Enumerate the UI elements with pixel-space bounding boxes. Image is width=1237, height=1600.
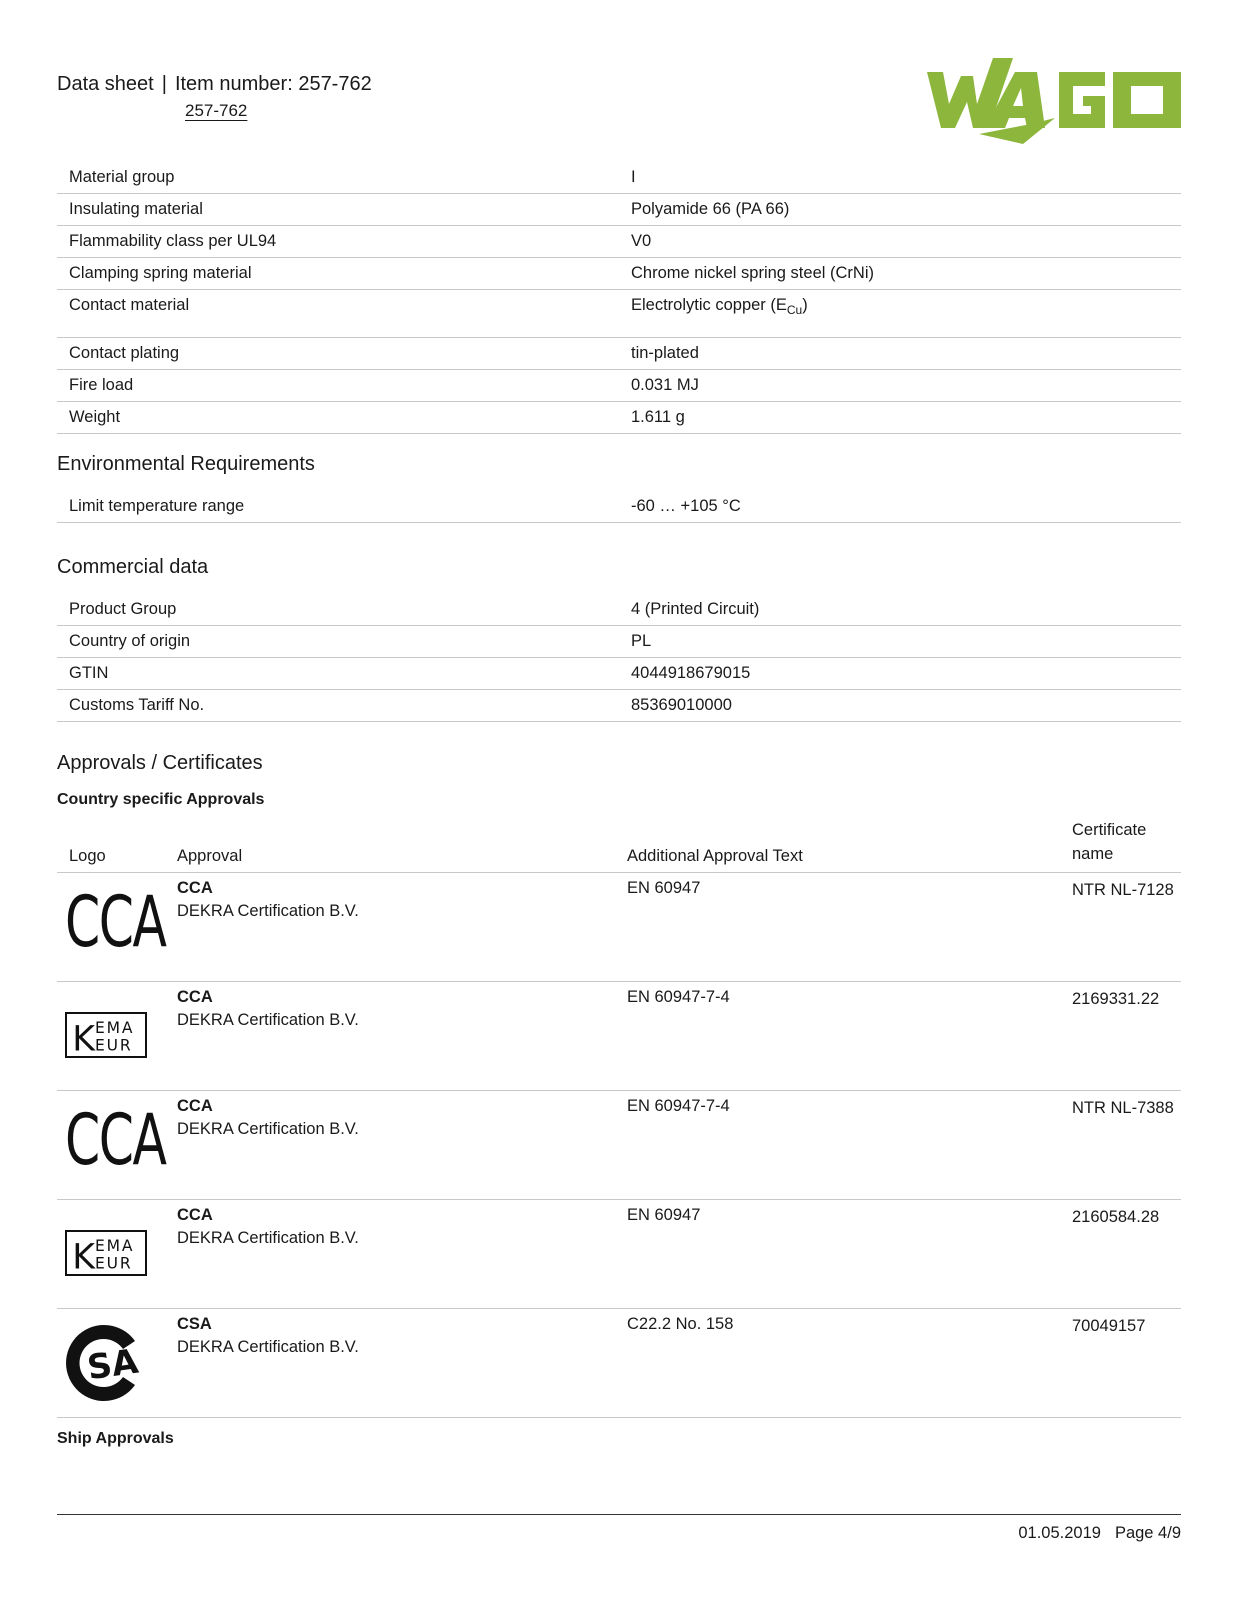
svg-text:K: K — [72, 1237, 95, 1276]
property-value: Polyamide 66 (PA 66) — [619, 194, 1181, 226]
commercial-table — [57, 594, 1181, 722]
property-row — [57, 194, 1181, 226]
approvals-heading: Approvals / Certificates — [57, 752, 263, 774]
approval-text: EN 60947 — [627, 1206, 701, 1224]
datasheet-page — [57, 0, 1181, 1600]
property-value: -60 … +105 °C — [619, 491, 1181, 523]
item-number-link[interactable]: 257-762 — [185, 101, 248, 120]
approval-row — [57, 1200, 1181, 1309]
property-value: 0.031 MJ — [619, 370, 1181, 402]
approval-text: C22.2 No. 158 — [627, 1315, 734, 1333]
property-value: 4044918679015 — [619, 658, 1181, 690]
certificate-name: 70049157 — [1072, 1317, 1146, 1335]
property-row — [57, 226, 1181, 258]
value-main: Electrolytic copper (E — [631, 296, 787, 314]
svg-text:EMA: EMA — [95, 1237, 135, 1256]
approval-name: CCA — [177, 988, 213, 1006]
property-row — [57, 491, 1181, 523]
property-row — [57, 290, 1181, 338]
environmental-table — [57, 491, 1181, 523]
property-value — [619, 290, 1181, 338]
property-label: Contact material — [57, 290, 619, 338]
approval-name: CSA — [177, 1315, 212, 1333]
property-row — [57, 370, 1181, 402]
property-label: Customs Tariff No. — [57, 690, 619, 722]
approval-org: DEKRA Certification B.V. — [177, 1120, 359, 1138]
certificate-name: NTR NL-7388 — [1072, 1099, 1174, 1117]
approval-row — [57, 873, 1181, 982]
property-value: V0 — [619, 226, 1181, 258]
col-approval: Approval — [177, 847, 243, 865]
approval-name: CCA — [177, 1206, 213, 1224]
property-value: PL — [619, 626, 1181, 658]
approval-text: EN 60947-7-4 — [627, 988, 730, 1006]
svg-text:SA: SA — [84, 1341, 141, 1389]
approval-org: DEKRA Certification B.V. — [177, 1338, 359, 1356]
property-row — [57, 690, 1181, 722]
footer-page: Page 4/9 — [1114, 1524, 1181, 1542]
property-label: Contact plating — [57, 338, 619, 370]
approval-org: DEKRA Certification B.V. — [177, 1229, 359, 1247]
approvals-header-row — [57, 812, 1181, 873]
property-label: GTIN — [57, 658, 619, 690]
country-approvals-subheading: Country specific Approvals — [57, 791, 265, 808]
property-row — [57, 338, 1181, 370]
certificate-name: 2169331.22 — [1072, 990, 1160, 1008]
csa-logo-icon — [65, 1321, 149, 1405]
property-value: 4 (Printed Circuit) — [619, 594, 1181, 626]
property-row — [57, 258, 1181, 290]
approval-text: EN 60947 — [627, 879, 701, 897]
svg-text:EUR: EUR — [95, 1254, 133, 1273]
cca-logo-icon: CCA — [65, 881, 166, 963]
property-row — [57, 658, 1181, 690]
approval-org: DEKRA Certification B.V. — [177, 902, 359, 920]
ship-approvals-heading: Ship Approvals — [57, 1430, 174, 1447]
property-row — [57, 594, 1181, 626]
property-label: Clamping spring material — [57, 258, 619, 290]
property-label: Insulating material — [57, 194, 619, 226]
title-separator: | — [161, 73, 167, 95]
material-properties-table — [57, 162, 1181, 434]
value-end: ) — [802, 296, 808, 314]
property-label: Material group — [57, 162, 619, 194]
approvals-table — [57, 812, 1181, 1418]
footer-divider — [57, 1514, 1181, 1515]
title-left: Data sheet — [57, 73, 154, 95]
environmental-heading: Environmental Requirements — [57, 453, 315, 475]
approval-text: EN 60947-7-4 — [627, 1097, 730, 1115]
svg-text:EUR: EUR — [95, 1036, 133, 1055]
property-label: Country of origin — [57, 626, 619, 658]
col-logo: Logo — [69, 847, 106, 865]
value-subscript: Cu — [786, 303, 803, 317]
approval-org: DEKRA Certification B.V. — [177, 1011, 359, 1029]
cca-logo-icon: CCA — [65, 1099, 166, 1181]
page-title — [57, 73, 372, 96]
approval-name: CCA — [177, 879, 213, 897]
approval-row — [57, 1091, 1181, 1200]
commercial-heading: Commercial data — [57, 556, 209, 578]
property-value: tin-plated — [619, 338, 1181, 370]
property-value: I — [619, 162, 1181, 194]
approval-row — [57, 1309, 1181, 1418]
property-value: Chrome nickel spring steel (CrNi) — [619, 258, 1181, 290]
property-row — [57, 402, 1181, 434]
property-row — [57, 626, 1181, 658]
property-value: 85369010000 — [619, 690, 1181, 722]
certificate-name: 2160584.28 — [1072, 1208, 1160, 1226]
svg-text:K: K — [72, 1019, 95, 1058]
property-label: Flammability class per UL94 — [57, 226, 619, 258]
wago-logo — [927, 58, 1181, 144]
footer — [1018, 1524, 1181, 1543]
approval-row — [57, 982, 1181, 1091]
col-certificate-name: Certificate name — [1072, 821, 1147, 863]
property-value: 1.611 g — [619, 402, 1181, 434]
property-row — [57, 162, 1181, 194]
kema-logo-icon — [65, 1012, 147, 1058]
property-label: Weight — [57, 402, 619, 434]
title-right: Item number: 257-762 — [174, 73, 372, 95]
certificate-name: NTR NL-7128 — [1072, 881, 1174, 899]
svg-text:EMA: EMA — [95, 1019, 135, 1038]
approval-name: CCA — [177, 1097, 213, 1115]
property-label: Limit temperature range — [57, 491, 619, 523]
property-label: Product Group — [57, 594, 619, 626]
property-label: Fire load — [57, 370, 619, 402]
col-additional-text: Additional Approval Text — [627, 847, 803, 865]
kema-logo-icon — [65, 1230, 147, 1276]
footer-date: 01.05.2019 — [1018, 1524, 1101, 1542]
